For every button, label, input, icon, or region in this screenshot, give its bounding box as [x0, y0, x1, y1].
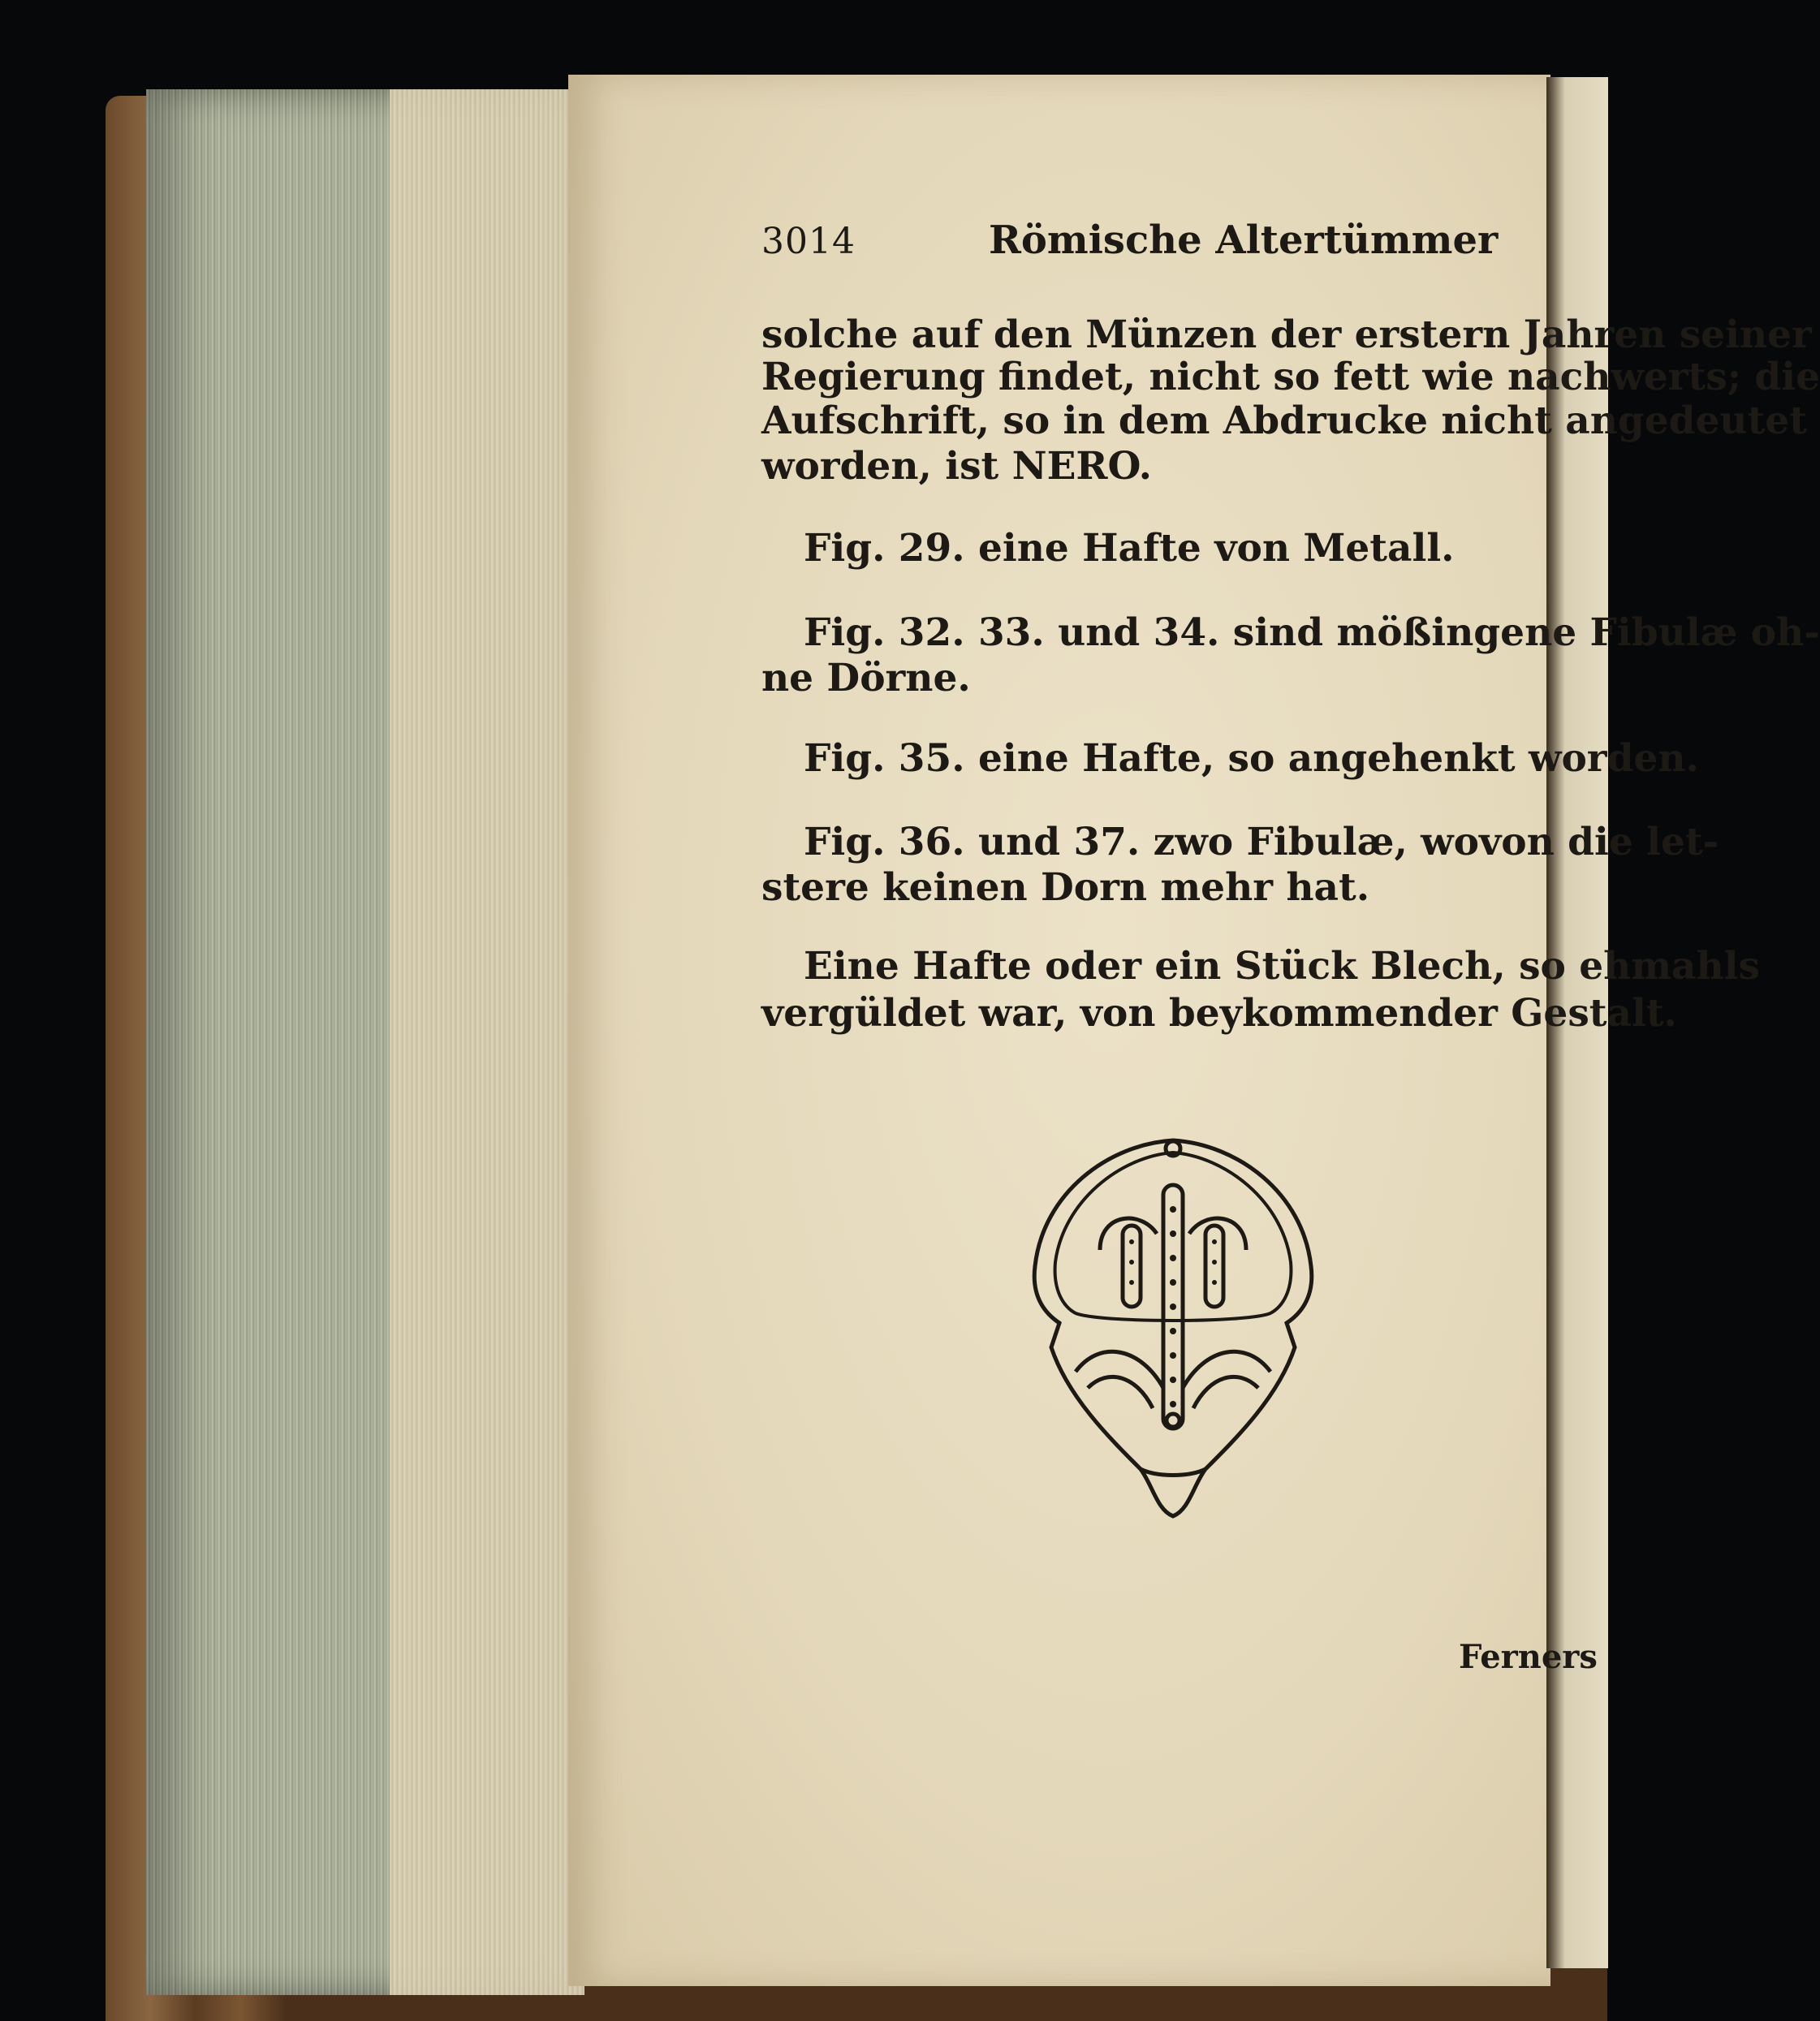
fig-35-caption: Fig. 35. eine Hafte, so angehenkt worden.: [804, 736, 1699, 781]
page-edges: [146, 89, 584, 1995]
body-line-4: worden, ist NERO.: [761, 444, 1153, 489]
hafte-line-1: Eine Hafte oder ein Stück Blech, so ehmahls: [804, 944, 1760, 989]
fig-36-caption-line-2: stere keinen Dorn mehr hat.: [761, 865, 1370, 910]
body-line-3: Aufschrift, so in dem Abdrucke nicht angedeutet: [761, 399, 1807, 443]
hafte-woodcut-illustration: [1019, 1128, 1327, 1534]
fig-32-caption-line-1: Fig. 32. 33. und 34. sind mößingene Fibulæ oh-: [804, 610, 1820, 655]
page-number: 3014: [761, 221, 856, 262]
fig-36-caption-line-1: Fig. 36. und 37. zwo Fibulæ, wovon die let-: [804, 820, 1719, 864]
hafte-line-2: vergüldet war, von beykommender Gestalt.: [761, 991, 1677, 1036]
fig-29-caption: Fig. 29. eine Hafte von Metall.: [804, 526, 1455, 571]
fig-32-caption-line-2: ne Dörne.: [761, 656, 971, 700]
running-head: Römische Altertümmer: [989, 218, 1499, 263]
body-line-2: Regierung findet, nicht so fett wie nachwerts; die: [761, 355, 1820, 399]
body-line-1: solche auf den Münzen der erstern Jahren seiner: [761, 312, 1812, 357]
catchword: Ferners: [1459, 1638, 1598, 1676]
